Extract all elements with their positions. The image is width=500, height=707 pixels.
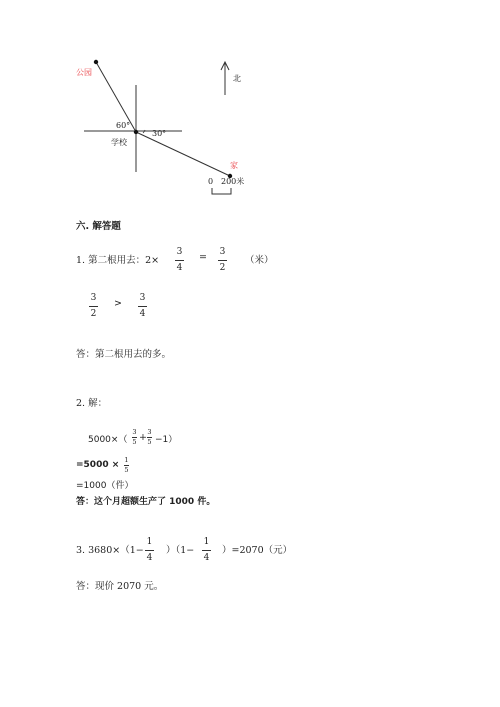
q2-line3: =1000（件） (76, 481, 134, 491)
q2-plus: + (139, 432, 147, 443)
q2-line2-prefix: =5000 × (76, 460, 120, 470)
q2-fraction-a-num: 3 (132, 428, 137, 436)
scale-distance-label: 200米 (221, 177, 245, 186)
q1-compare-right-num: 3 (139, 293, 146, 303)
q2-line1-suffix: −1） (155, 435, 178, 445)
angle-60-label: 60° (116, 121, 131, 130)
q2-fraction-a (132, 429, 137, 445)
home-label: 家 (230, 161, 238, 170)
park-label: 公园 (76, 68, 92, 77)
q1-compare-left-den: 2 (90, 309, 97, 319)
school-to-home-line (136, 132, 230, 176)
q1-equals: = (199, 252, 207, 263)
q2-label: 2. 解： (76, 398, 108, 409)
q1-unit: （米） (245, 255, 274, 266)
q3-fraction-2 (202, 538, 211, 563)
q1-fraction-1 (175, 248, 184, 273)
direction-diagram (0, 0, 500, 210)
q3-fraction-1-num: 1 (146, 537, 153, 547)
scale-zero-label: 0 (208, 177, 214, 186)
q1-fraction-1-num: 3 (176, 247, 183, 257)
q1-prefix: 1. 第二根用去：2× (76, 255, 160, 266)
q3-fraction-2-num: 1 (203, 537, 210, 547)
q2-fraction-b-num: 3 (147, 428, 152, 436)
q1-compare-right-den: 4 (139, 309, 146, 319)
q2-fraction-b-den: 5 (147, 437, 152, 446)
school-point (134, 130, 138, 134)
q1-compare-operator: > (114, 298, 122, 309)
q3-part2: ）（1− (166, 545, 195, 556)
q2-fraction-b (147, 429, 152, 445)
q2-answer: 答：这个月超额生产了 1000 件。 (76, 497, 216, 507)
q2-fraction-a-den: 5 (132, 437, 137, 446)
q1-compare-left-num: 3 (90, 293, 97, 303)
q3-answer: 答：现价 2070 元。 (76, 581, 164, 592)
q3-part3: ）=2070（元） (222, 545, 293, 556)
q1-fraction-2-den: 2 (219, 263, 226, 273)
q1-compare-left (89, 294, 98, 319)
q3-fraction-2-den: 4 (203, 553, 210, 563)
q2-fraction-c (124, 457, 129, 473)
q1-fraction-2 (218, 248, 227, 273)
north-label: 北 (233, 74, 241, 83)
q2-fraction-c-den: 5 (124, 465, 129, 474)
section-title: 六. 解答题 (76, 221, 121, 232)
park-point (94, 60, 98, 64)
angle-30-label: 30° (152, 129, 167, 138)
school-label: 学校 (111, 138, 127, 147)
q1-compare-right (138, 294, 147, 319)
q3-fraction-1 (145, 538, 154, 563)
q1-fraction-2-num: 3 (219, 247, 226, 257)
q1-fraction-1-den: 4 (176, 263, 183, 273)
scale-bar (212, 188, 231, 194)
q1-answer: 答：第二根用去的多。 (76, 349, 172, 360)
q2-line1-prefix: 5000×（ (88, 435, 128, 445)
q3-part1: 3. 3680×（1− (76, 545, 144, 556)
q2-fraction-c-num: 1 (124, 456, 129, 464)
q3-fraction-1-den: 4 (146, 553, 153, 563)
